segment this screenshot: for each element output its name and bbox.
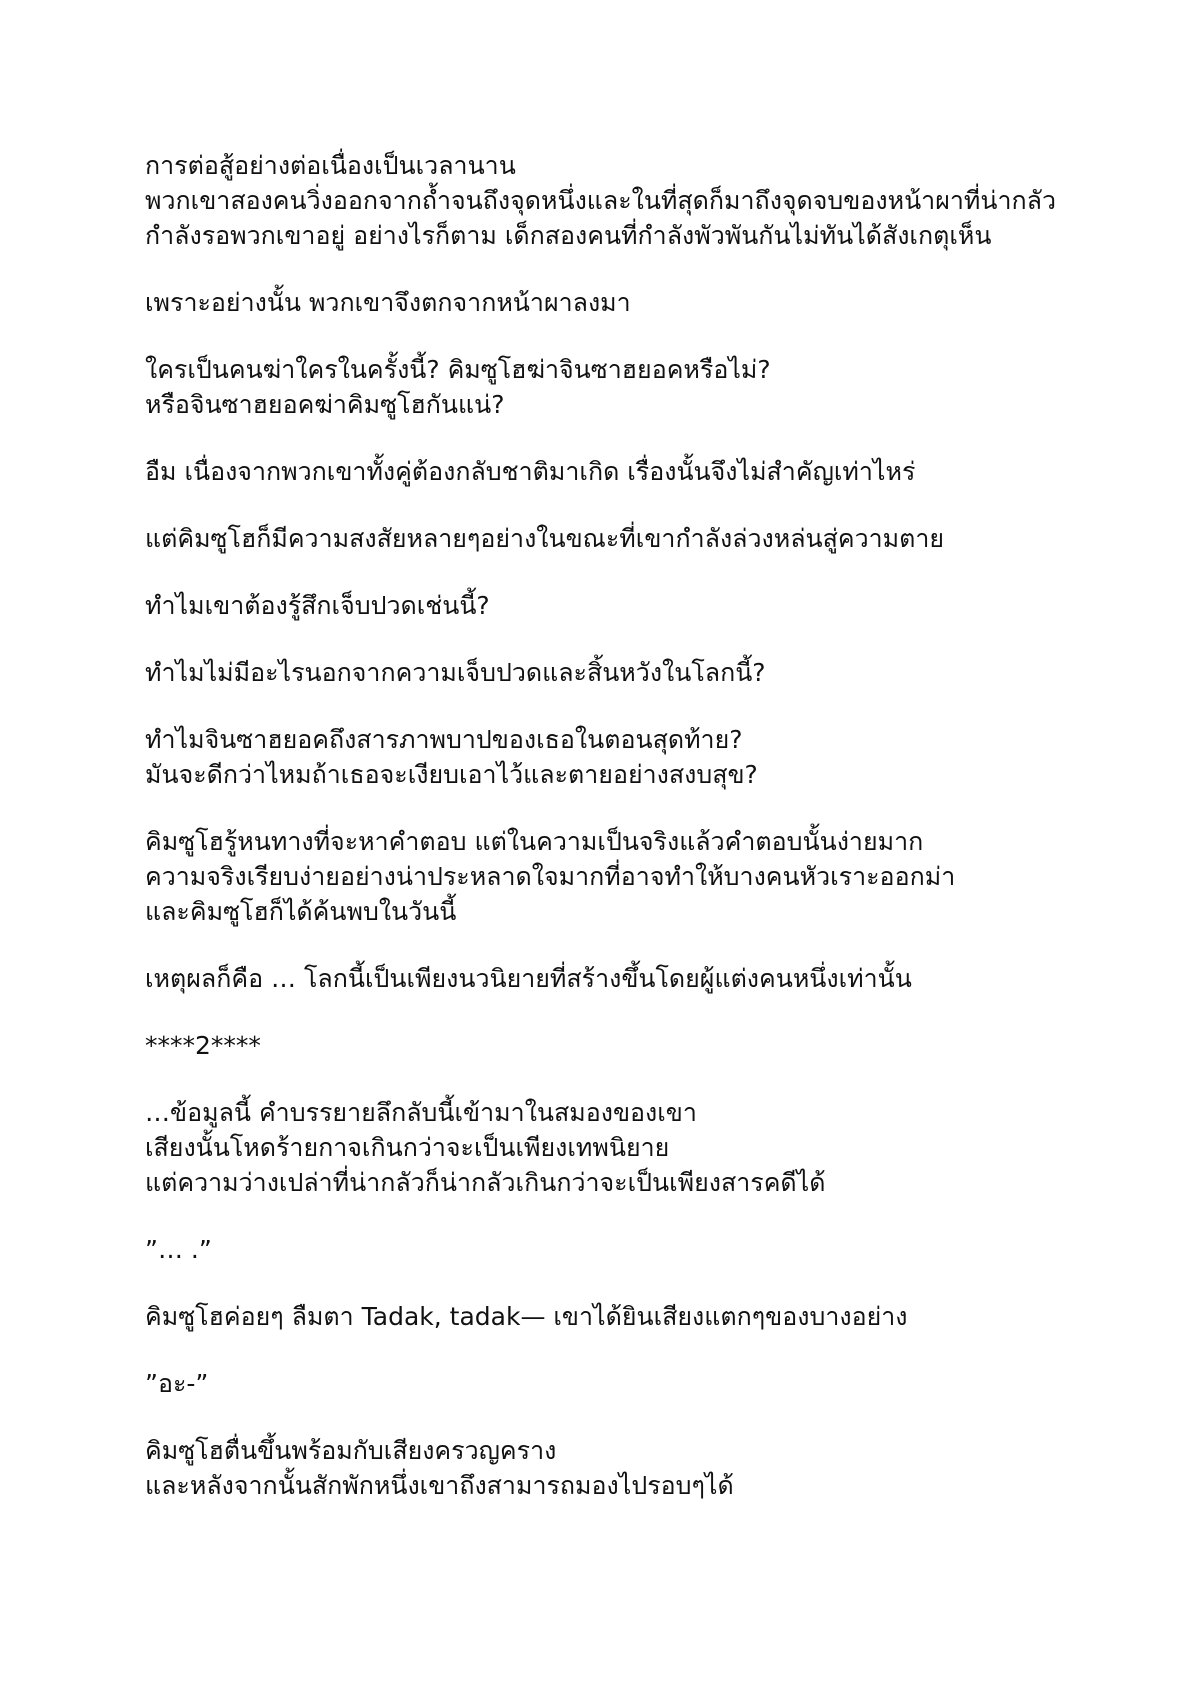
- text-line: มันจะดีกว่าไหมถ้าเธอจะเงียบเอาไว้และตายอย่างสงบสุข?: [145, 760, 758, 789]
- text-line: …ข้อมูลนี้ คำบรรยายลึกลับนี้เข้ามาในสมองของเขา: [145, 1098, 697, 1127]
- paragraph: [145, 655, 1085, 690]
- paragraph: [145, 722, 1085, 792]
- paragraph: [145, 352, 1085, 422]
- text-line: คิมซูโฮตื่นขึ้นพร้อมกับเสียงครวญคราง: [145, 1436, 557, 1465]
- text-line: ****2****: [145, 1031, 261, 1060]
- text-line: คิมซูโฮค่อยๆ ลืมตา Tadak, tadak— เขาได้ยินเสียงแตกๆของบางอย่าง: [145, 1302, 908, 1331]
- text-line: และหลังจากนั้นสักพักหนึ่งเขาถึงสามารถมองไปรอบๆได้: [145, 1471, 734, 1500]
- paragraph: [145, 521, 1085, 556]
- text-line: คิมซูโฮรู้หนทางที่จะหาคำตอบ แต่ในความเป็นจริงแล้วคำตอบนั้นง่ายมาก: [145, 827, 924, 856]
- text-line: ใครเป็นคนฆ่าใครในครั้งนี้? คิมซูโฮฆ่าจินซาฮยอคหรือไม่?: [145, 355, 771, 384]
- text-line: กำลังรอพวกเขาอยู่ อย่างไรก็ตาม เด็กสองคนที่กำลังพัวพันกันไม่ทันได้สังเกตุเห็น: [145, 221, 992, 250]
- text-line: แต่ความว่างเปล่าที่น่ากลัวก็น่ากลัวเกินกว่าจะเป็นเพียงสารคดีได้: [145, 1168, 826, 1197]
- text-line: เหตุผลก็คือ … โลกนี้เป็นเพียงนวนิยายที่สร้างขึ้นโดยผู้แต่งคนหนึ่งเท่านั้น: [145, 964, 912, 993]
- text-line: ทำไมจินซาฮยอคถึงสารภาพบาปของเธอในตอนสุดท้าย?: [145, 725, 743, 754]
- paragraph: [145, 1366, 1085, 1401]
- text-line: การต่อสู้อย่างต่อเนื่องเป็นเวลานาน: [145, 151, 516, 180]
- paragraph: [145, 454, 1085, 489]
- text-line: ทำไมไม่มีอะไรนอกจากความเจ็บปวดและสิ้นหวังในโลกนี้?: [145, 658, 766, 687]
- paragraph: [145, 961, 1085, 996]
- paragraph: [145, 1299, 1085, 1334]
- paragraph: [145, 1232, 1085, 1267]
- paragraph: [145, 148, 1085, 253]
- text-line: อืม เนื่องจากพวกเขาทั้งคู่ต้องกลับชาติมาเกิด เรื่องนั้นจึงไม่สำคัญเท่าไหร่: [145, 457, 916, 486]
- text-line: ”… .”: [145, 1235, 212, 1264]
- text-line: และคิมซูโฮก็ได้ค้นพบในวันนี้: [145, 897, 457, 926]
- paragraph: [145, 1433, 1085, 1503]
- paragraph: [145, 824, 1085, 929]
- document-body: [145, 148, 1085, 1535]
- text-line: พวกเขาสองคนวิ่งออกจากถ้ำจนถึงจุดหนึ่งและในที่สุดก็มาถึงจุดจบของหน้าผาที่น่ากลัว: [145, 186, 1057, 215]
- paragraph: [145, 588, 1085, 623]
- text-line: หรือจินซาฮยอคฆ่าคิมซูโฮกันแน่?: [145, 390, 505, 419]
- text-line: ทำไมเขาต้องรู้สึกเจ็บปวดเช่นนี้?: [145, 591, 490, 620]
- text-line: ความจริงเรียบง่ายอย่างน่าประหลาดใจมากที่อาจทำให้บางคนหัวเราะออกม่า: [145, 862, 956, 891]
- text-line: แต่คิมซูโฮก็มีความสงสัยหลายๆอย่างในขณะที่เขากำลังล่วงหล่นสู่ความตาย: [145, 524, 945, 553]
- paragraph: [145, 285, 1085, 320]
- text-line: เสียงนั้นโหดร้ายกาจเกินกว่าจะเป็นเพียงเทพนิยาย: [145, 1133, 670, 1162]
- paragraph: [145, 1095, 1085, 1200]
- section-separator: [145, 1028, 1085, 1063]
- text-line: เพราะอย่างนั้น พวกเขาจึงตกจากหน้าผาลงมา: [145, 288, 631, 317]
- text-line: ”อะ-”: [145, 1369, 209, 1398]
